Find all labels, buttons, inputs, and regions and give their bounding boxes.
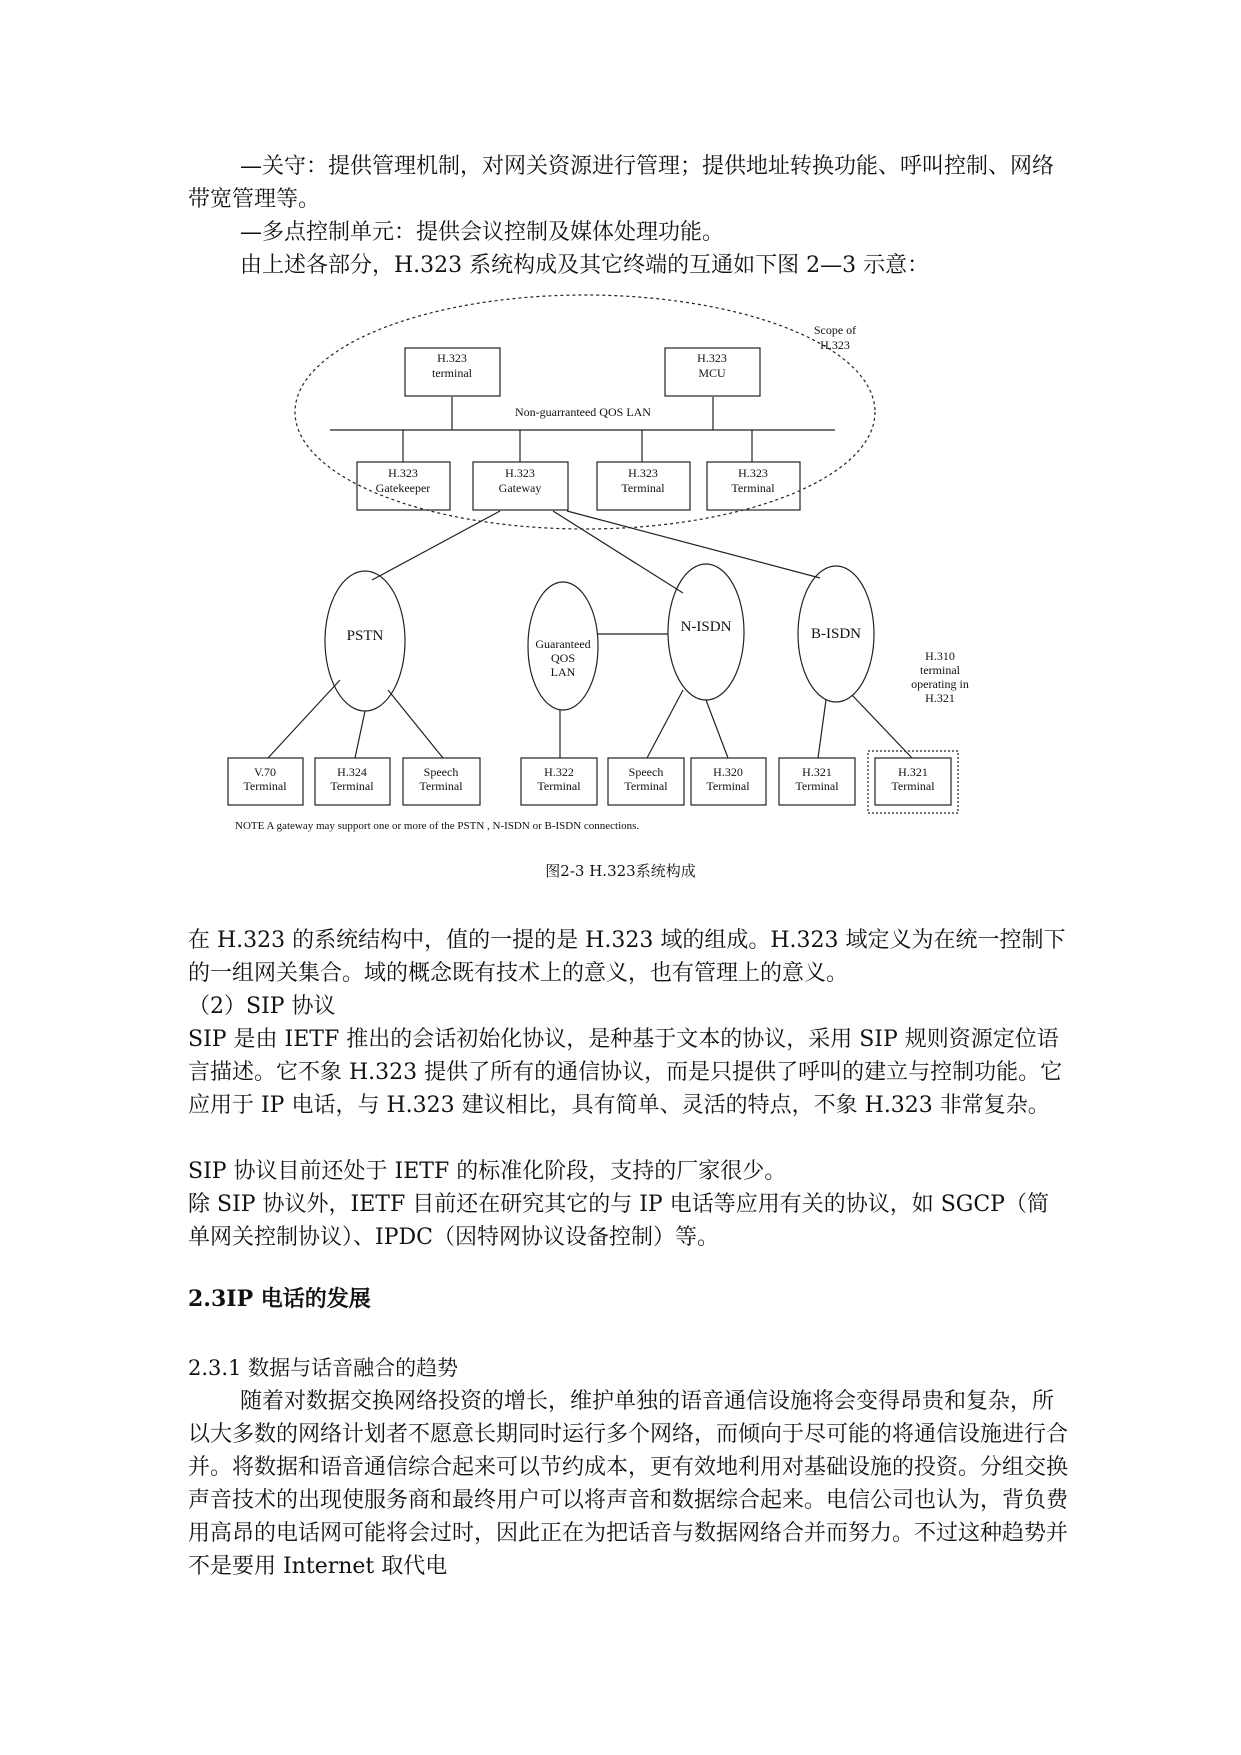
bottom-5-line2: Terminal xyxy=(624,779,668,793)
paragraph-convergence: 随着对数据交换网络投资的增长，维护单独的语音通信设施将会变得昂贵和复杂，所以大多数的网络计划者不愿意长期同时运行多个网络，而倾向于尽可能的将通信设施进行合并。将数据和语音通信综合起来可以节约成本，更有效地利用对基础设施的投资。分组交换声音技术的出现使服务商和最终用户可以将声音和数据综合起来。电信公司也认为，背负费用高昂的电话网可能将会过时，因此正在为把话音与数据网络合并而努力。不过这种趋势并不是要用 Internet 取代电 xyxy=(188,1389,1069,1579)
bottom-4-line2: Terminal xyxy=(537,779,581,793)
bottom-8-line1: H.321 xyxy=(898,765,928,779)
bottom-6-line1: H.320 xyxy=(713,765,743,779)
paragraph-h323-domain: 在 H.323 的系统结构中，值的一提的是 H.323 域的组成。H.323 域定义为在统一控制下的一组网关集合。域的概念既有技术上的意义，也有管理上的意义。 xyxy=(188,928,1066,986)
mcu-label-1: H.323 xyxy=(697,351,727,365)
bottom-3-line2: Terminal xyxy=(419,779,463,793)
h310-label-1: H.310 xyxy=(925,649,955,663)
paragraph-sip-heading: （2）SIP 协议 xyxy=(188,994,336,1019)
gateway-label-2: Gateway xyxy=(498,481,542,495)
bottom-2-line2: Terminal xyxy=(330,779,374,793)
terminal-top-label-2: terminal xyxy=(432,366,472,380)
scope-label-1: Scope of xyxy=(813,323,857,337)
bottom-2-line1: H.324 xyxy=(337,765,367,779)
paragraph-mcu: —多点控制单元：提供会议控制及媒体处理功能。 xyxy=(240,220,725,245)
section-heading-2-3: 2.3IP 电话的发展 xyxy=(188,1286,371,1312)
terminal-b-label-2: Terminal xyxy=(731,481,775,495)
gateway-label-1: H.323 xyxy=(505,466,535,480)
paragraph-other-protocols: 除 SIP 协议外，IETF 目前还在研究其它的与 IP 电话等应用有关的协议，如 SGCP（简单网关控制协议）、IPDC（因特网协议设备控制）等。 xyxy=(188,1192,1049,1250)
terminal-top-label-1: H.323 xyxy=(437,351,467,365)
bottom-5-line1: Speech xyxy=(628,765,664,779)
bottom-7-line2: Terminal xyxy=(795,779,839,793)
terminal-b-label-1: H.323 xyxy=(738,466,768,480)
bottom-7-line1: H.321 xyxy=(802,765,832,779)
n-isdn-label: N-ISDN xyxy=(680,619,732,635)
gqos-label-1: Guaranteed xyxy=(535,637,591,651)
h310-label-4: H.321 xyxy=(925,691,955,705)
figure-note: NOTE A gateway may support one or more of the PSTN , N-ISDN or B-ISDN connections. xyxy=(235,820,640,832)
bottom-3-line1: Speech xyxy=(423,765,459,779)
pstn-label: PSTN xyxy=(346,628,384,644)
h323-architecture-diagram xyxy=(0,0,1241,860)
bottom-4-line1: H.322 xyxy=(544,765,574,779)
bottom-1-line2: Terminal xyxy=(243,779,287,793)
subsection-heading-2-3-1: 2.3.1 数据与话音融合的趋势 xyxy=(188,1356,459,1380)
mcu-label-2: MCU xyxy=(698,366,726,380)
bottom-1-line1: V.70 xyxy=(253,765,277,779)
bottom-8-line2: Terminal xyxy=(891,779,935,793)
gatekeeper-label-1: H.323 xyxy=(388,466,418,480)
gqos-label-2: QOS xyxy=(550,651,576,665)
paragraph-sip-status: SIP 协议目前还处于 IETF 的标准化阶段，支持的厂家很少。 xyxy=(188,1159,787,1184)
terminal-a-label-2: Terminal xyxy=(621,481,665,495)
terminal-a-label-1: H.323 xyxy=(628,466,658,480)
bottom-6-line2: Terminal xyxy=(706,779,750,793)
gatekeeper-label-2: Gatekeeper xyxy=(375,481,431,495)
b-isdn-label: B-ISDN xyxy=(810,626,862,642)
paragraph-figure-intro: 由上述各部分，H.323 系统构成及其它终端的互通如下图 2—3 示意： xyxy=(240,253,930,278)
figure-caption: 图2-3 H.323系统构成 xyxy=(545,862,696,880)
paragraph-sip-desc: SIP 是由 IETF 推出的会话初始化协议，是种基于文本的协议，采用 SIP 规则资源定位语言描述。它不象 H.323 提供了所有的通信协议，而是只提供了呼叫的建立与控制功能。它应用于 IP 电话，与 H.323 建议相比，具有简单、灵活的特点，不象 H.323 非常复杂。 xyxy=(188,1027,1063,1118)
paragraph-gatekeeper: —关守：提供管理机制，对网关资源进行管理；提供地址转换功能、呼叫控制、网络带宽管理等。 xyxy=(188,154,1055,212)
scope-label-2: H.323 xyxy=(820,338,850,352)
lan-label: Non-guarranteed QOS LAN xyxy=(515,405,651,419)
h310-label-3: operating in xyxy=(911,677,969,691)
h310-label-2: terminal xyxy=(920,663,960,677)
gqos-label-3: LAN xyxy=(550,665,576,679)
